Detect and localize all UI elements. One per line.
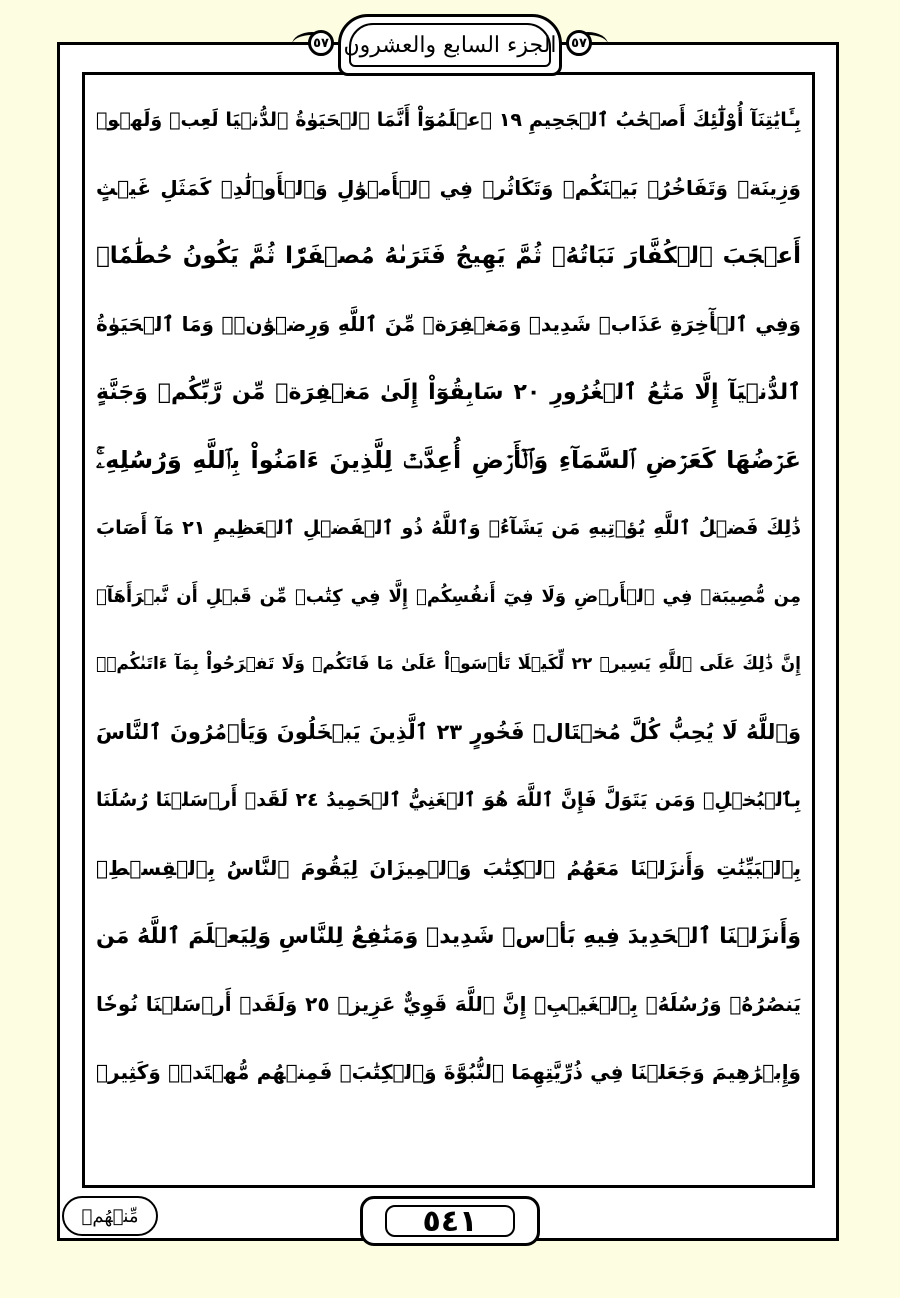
text-line: وَزِينَةٞ وَتَفَاخُرُۢ بَيۡنَكُمۡ وَتَكَاثُرٞ فِي ٱلۡأَمۡوَٰلِ وَٱلۡأَوۡلَٰدِۖ كَمَثَلِ غَيۡثٍ xyxy=(96,176,801,200)
text-line: وَإِبۡرَٰهِيمَ وَجَعَلۡنَا فِي ذُرِّيَّتِهِمَا ٱلنُّبُوَّةَ وَٱلۡكِتَٰبَۖ فَمِنۡهُم مُّهۡتَدٖۖ وَكَثِيرٞ xyxy=(96,1060,801,1084)
text-line: ٱلدُّنۡيَآ إِلَّا مَتَٰعُ ٱلۡغُرُورِ ٢٠ سَابِقُوٓاْ إِلَىٰ مَغۡفِرَةٖ مِّن رَّبِّكُمۡ وَجَنَّةٍ xyxy=(96,379,801,405)
text-line: إِنَّ ذَٰلِكَ عَلَى ٱللَّهِ يَسِيرٞ ٢٢ لِّكَيۡلَا تَأۡسَوۡاْ عَلَىٰ مَا فَاتَكُمۡ وَلَا تَفۡرَحُواْ بِمَآ ءَاتَىٰكُمۡۗ xyxy=(96,654,801,674)
juz-title: الجزء السابع والعشرون xyxy=(343,32,557,58)
text-line: بِٱلۡبَيِّنَٰتِ وَأَنزَلۡنَا مَعَهُمُ ٱلۡكِتَٰبَ وَٱلۡمِيزَانَ لِيَقُومَ ٱلنَّاسُ بِٱلۡقِسۡطِۖ xyxy=(96,856,801,880)
header-left-mark: ٥٧ xyxy=(308,30,334,56)
quran-text-block xyxy=(96,86,801,1174)
text-line: يَنصُرُهُۥ وَرُسُلَهُۥ بِٱلۡغَيۡبِۚ إِنَّ ٱللَّهَ قَوِيٌّ عَزِيزٞ ٢٥ وَلَقَدۡ أَرۡسَلۡنَا نُوحٗا xyxy=(96,992,801,1016)
text-line: أَعۡجَبَ ٱلۡكُفَّارَ نَبَاتُهُۥ ثُمَّ يَهِيجُ فَتَرَىٰهُ مُصۡفَرّٗا ثُمَّ يَكُونُ حُطَٰمٗاۖ xyxy=(96,243,801,269)
catchword: مِّنۡهُمۡ xyxy=(62,1196,158,1236)
text-line: وَفِي ٱلۡأٓخِرَةِ عَذَابٞ شَدِيدٞ وَمَغۡفِرَةٞ مِّنَ ٱللَّهِ وَرِضۡوَٰنٞۚ وَمَا ٱلۡحَيَوٰةُ xyxy=(96,312,801,336)
text-line: وَٱللَّهُ لَا يُحِبُّ كُلَّ مُخۡتَالٖ فَخُورٍ ٢٣ ٱلَّذِينَ يَبۡخَلُونَ وَيَأۡمُرُونَ ٱلنَّاسَ xyxy=(96,720,801,744)
juz-header xyxy=(338,14,562,76)
text-line: مِن مُّصِيبَةٖ فِي ٱلۡأَرۡضِ وَلَا فِيٓ أَنفُسِكُمۡ إِلَّا فِي كِتَٰبٖ مِّن قَبۡلِ أَن نَّبۡرَأَهَآۚ xyxy=(96,585,801,607)
text-line: بِٱلۡبُخۡلِۗ وَمَن يَتَوَلَّ فَإِنَّ ٱللَّهَ هُوَ ٱلۡغَنِيُّ ٱلۡحَمِيدُ ٢٤ لَقَدۡ أَرۡسَلۡنَا رُسُلَنَا xyxy=(96,789,801,811)
page-number: ٥٤١ xyxy=(422,1203,478,1239)
text-line: بِـَٔايَٰتِنَآ أُوْلَٰٓئِكَ أَصۡحَٰبُ ٱلۡجَحِيمِ ١٩ ٱعۡلَمُوٓاْ أَنَّمَا ٱلۡحَيَوٰةُ ٱلدُّنۡيَا لَعِبٞ وَلَهۡوٞ xyxy=(96,109,801,131)
page-number-box xyxy=(360,1196,540,1246)
text-line: وَأَنزَلۡنَا ٱلۡحَدِيدَ فِيهِ بَأۡسٞ شَدِيدٞ وَمَنَٰفِعُ لِلنَّاسِ وَلِيَعۡلَمَ ٱللَّهُ مَن xyxy=(96,923,801,949)
text-line: ذَٰلِكَ فَضۡلُ ٱللَّهِ يُؤۡتِيهِ مَن يَشَآءُۚ وَٱللَّهُ ذُو ٱلۡفَضۡلِ ٱلۡعَظِيمِ ٢١ مَآ أَصَابَ xyxy=(96,517,801,539)
text-line: عَرۡضُهَا كَعَرۡضِ ٱلسَّمَآءِ وَٱلۡأَرۡضِ أُعِدَّتۡ لِلَّذِينَ ءَامَنُواْ بِٱللَّهِ وَرُسُلِهِۦۚ xyxy=(96,446,801,474)
header-right-mark: ٥٧ xyxy=(566,30,592,56)
